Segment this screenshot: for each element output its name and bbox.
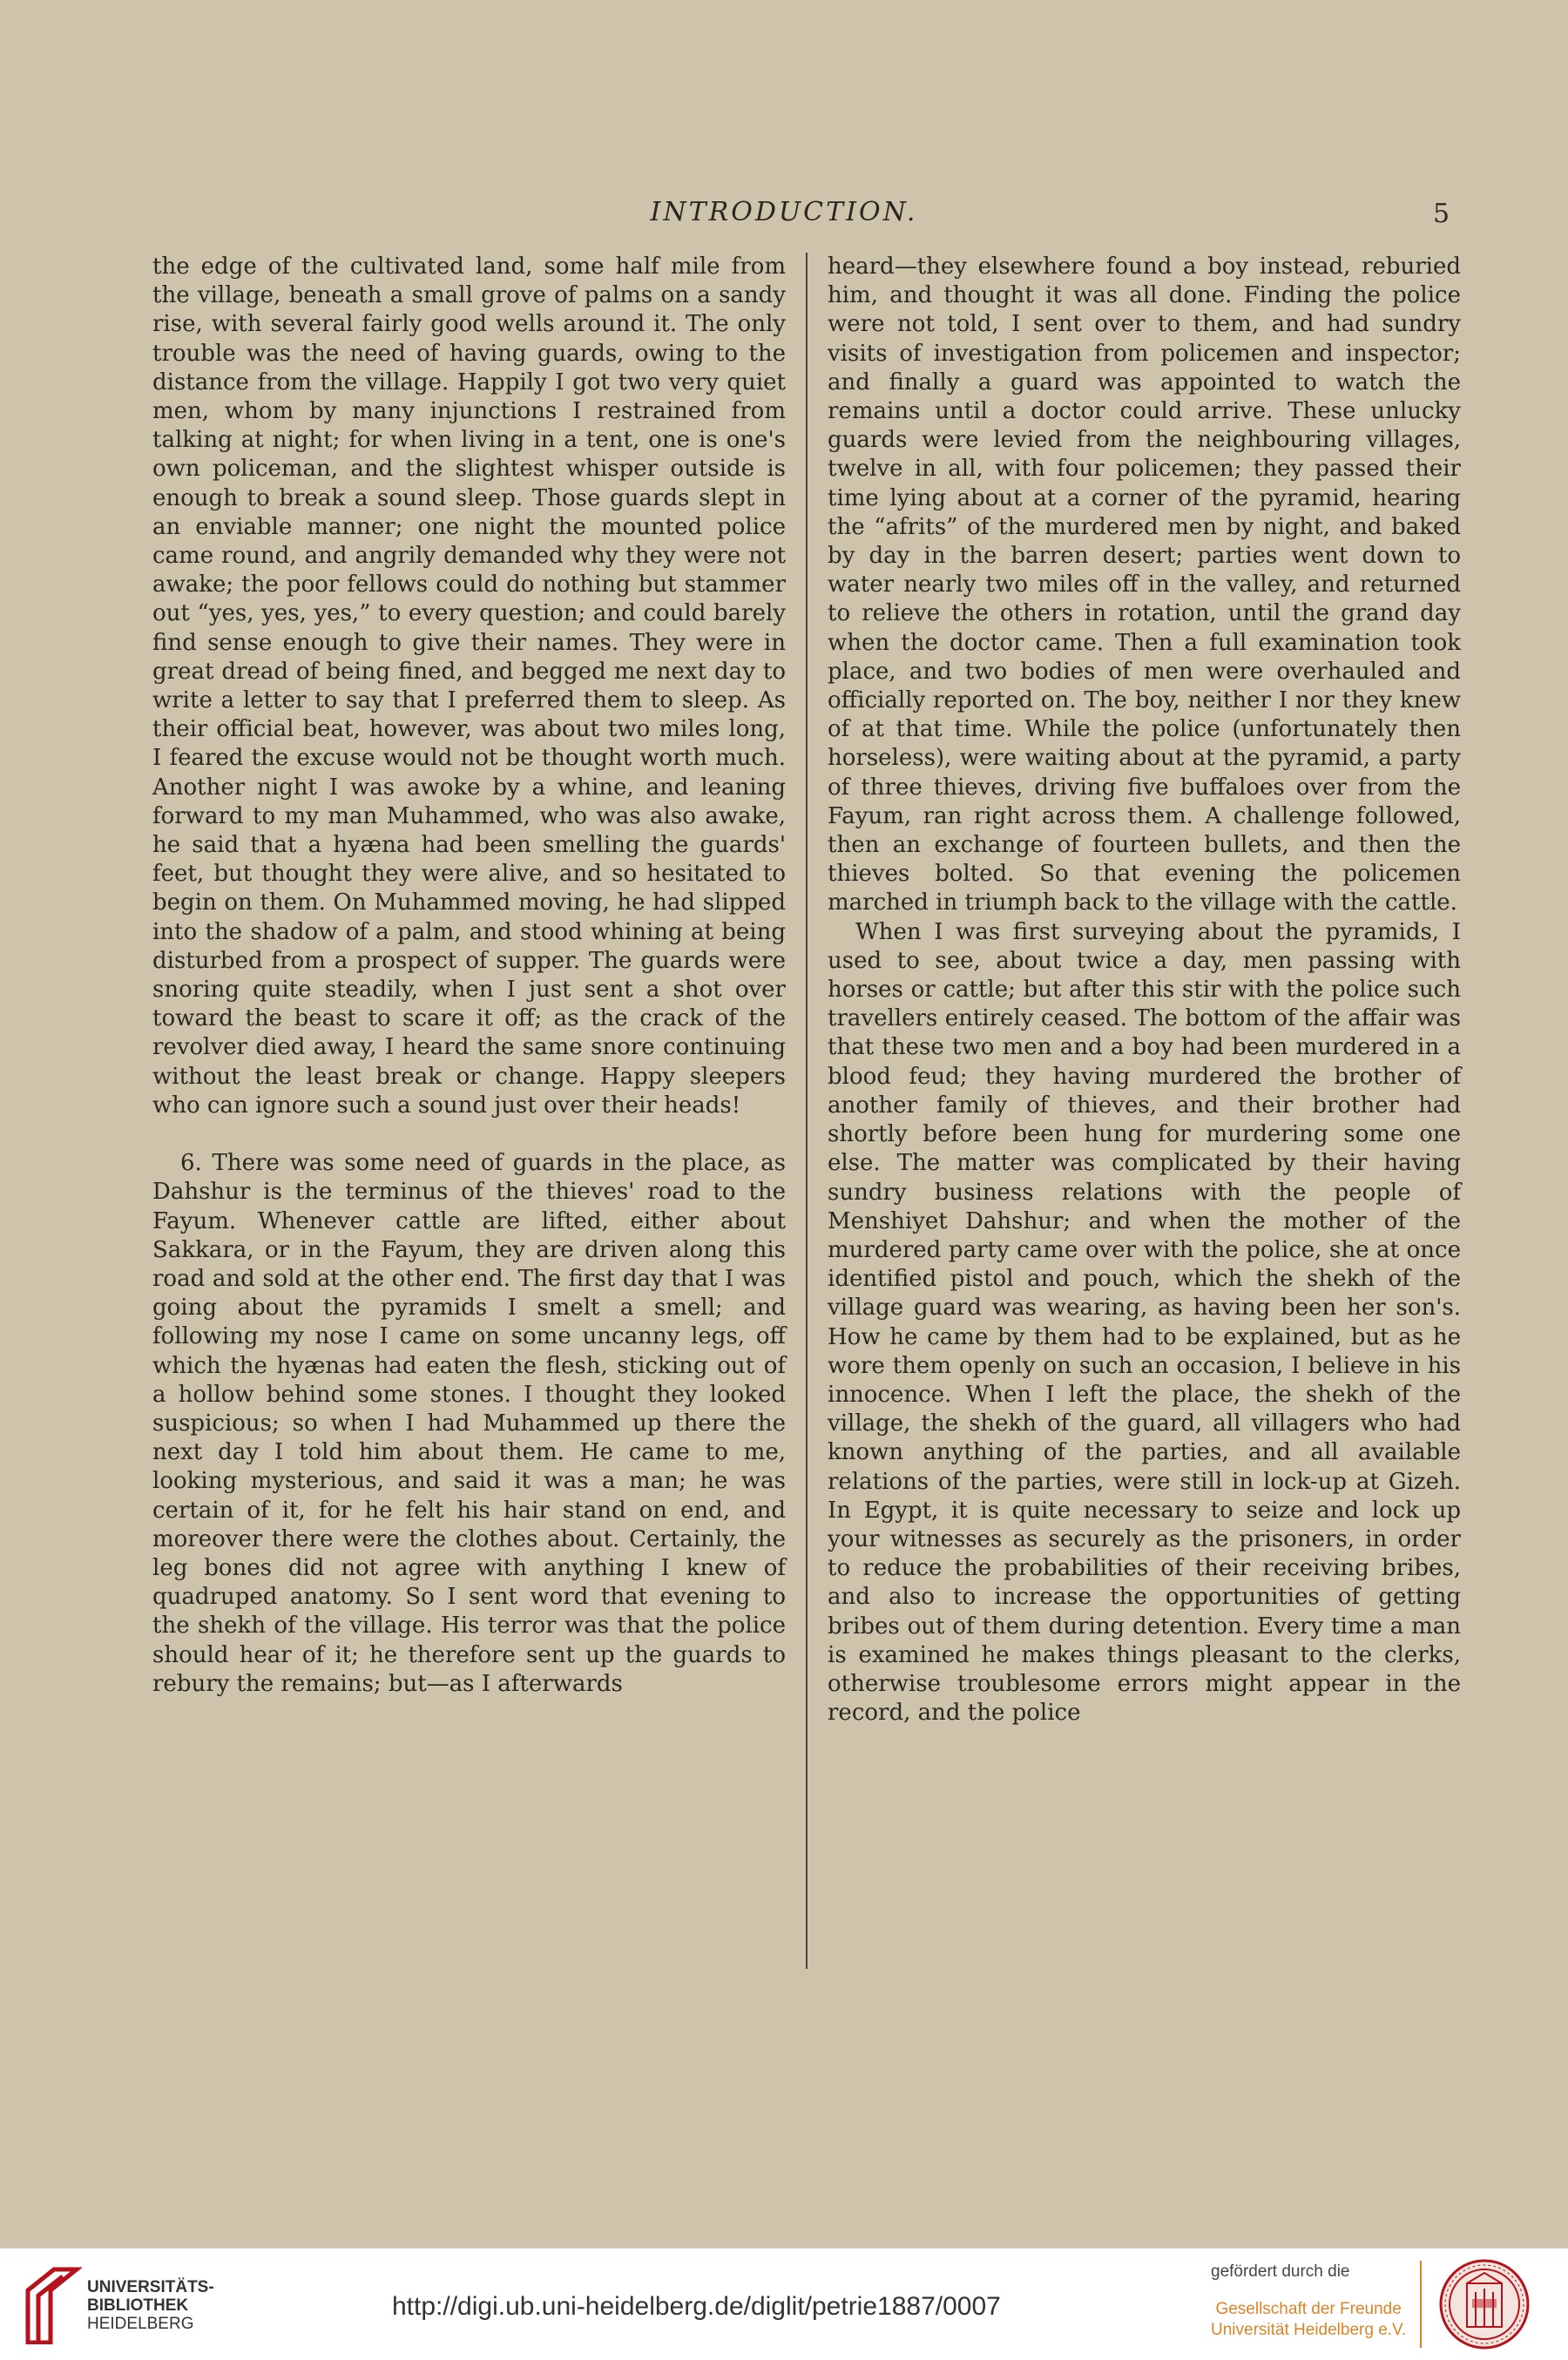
page-number: 5 [1433,199,1450,229]
library-name-line: BIBLIOTHEK [87,2296,189,2315]
sponsor-label: gefördert durch die [1211,2262,1350,2281]
sponsor-name-line: Gesellschaft der Freunde [1215,2300,1402,2318]
right-column [828,253,1461,1728]
library-name-line: HEIDELBERG [87,2315,194,2333]
left-paragraph-2: 6. There was some need of guards in the place, as Dahshur is the terminus of the thieves' road to the Fayum. Whenever cattle are lifted, either about Sakkara, or in the Fayum, they are driven along this road and sold at the other end. The first day that I was going about the pyramids I smelt a smell; and following my nose I came on some uncanny legs, off which the hyænas had eaten the flesh, sticking out of a hollow behind some stones. I thought they looked suspicious; so when I had Muhammed up there the next day I told him about them. He came to me, looking mysterious, and said it was a man; he was certain of it, for he felt his hair stand on end, and moreover there were the clothes about. Certainly, the leg bones did not agree with anything I knew of quadruped anatomy. So I sent word that evening to the shekh of the village. His terror was that the police should hear of it; he therefore sent up the guards to rebury the remains; but—as I afterwards [152,1150,786,1697]
running-header: INTRODUCTION. [650,197,918,227]
sponsor-name[interactable] [1211,2299,1406,2341]
right-paragraph-2: When I was first surveying about the pyramids, I used to see, about twice a day, men passing with horses or cattle; but after this stir with the police such travellers entirely ceased. The bottom of the affair was that these two men and a boy had been murdered in a blood feud; they having murdered the brother of another family of thieves, and their brother had shortly before been hung for murdering some one else. The matter was complicated by their having sundry business relations with the people of Menshiyet Dahshur; and when the mother of the murdered party came over with the police, she at once identified pistol and pouch, which the shekh of the village guard was wearing, as having been her son's. How he came by them had to be explained, but as he wore them openly on such an occasion, I believe in his innocence. When I left the place, the shekh of the village, the shekh of the guard, all villagers who had known anything of the parties, and all available relations of the parties, were still in lock-up at Gizeh. In Egypt, it is quite necessary to seize and lock up your witnesses as securely as the prisoners, in order to reduce the probabilities of their receiving bribes, and also to increase the opportunities of getting bribes out of them during detention. Every time a man is examined he makes things pleasant to the clerks, otherwise troublesome errors might appear in the record, and the police [828,918,1461,1727]
library-logo-icon[interactable] [19,2264,82,2344]
footer-bar [0,2248,1568,2360]
left-paragraph-1: the edge of the cultivated land, some half mile from the village, beneath a small grove of palms on a sandy rise, with several fairly good wells around it. The only trouble was the need of having guards, owing to the distance from the village. Happily I got two very quiet men, whom by many injunctions I restrained from talking at night; for when living in a tent, one is one's own policeman, and the slightest whisper outside is enough to break a sound sleep. Those guards slept in an enviable manner; one night the mounted police came round, and angrily demanded why they were not awake; the poor fellows could do nothing but stammer out “yes, yes, yes,” to every question; and could barely find sense enough to give their names. They were in great dread of being fined, and begged me next day to write a letter to say that I preferred them to sleep. As their official beat, however, was about two miles long, I feared the excuse would not be thought worth much. Another night I was awoke by a whine, and leaning forward to my man Muhammed, who was also awake, he said that a hyæna had been smelling the guards' feet, but thought they were alive, and so hesitated to begin on them. On Muhammed moving, he had slipped into the shadow of a palm, and stood whining at being disturbed from a prospect of supper. The guards were snoring quite steadily, when I just sent a shot over toward the beast to scare it off; as the crack of the revolver died away, I heard the same snore continuing without the least break or change. Happy sleepers who can ignore such a sound just over their heads! [152,254,786,1119]
library-name-line: UNIVERSITÄTS- [87,2278,214,2296]
footer-divider [1420,2261,1422,2348]
permalink-url[interactable]: http://digi.ub.uni-heidelberg.de/diglit/petrie1887/0007 [392,2292,1001,2321]
left-column [152,253,786,1699]
column-divider [806,253,808,1969]
university-seal-icon[interactable] [1437,2257,1531,2351]
right-paragraph-1: heard—they elsewhere found a boy instead, reburied him, and thought it was all done. Finding the police were not told, I sent over to them, and had sundry visits of investigation from policemen and inspector; and finally a guard was appointed to watch the remains until a doctor could arrive. These unlucky guards were levied from the neighbouring villages, twelve in all, with four policemen; they passed their time lying about at a corner of the pyramid, hearing the “afrits” of the murdered men by night, and baked by day in the barren desert; parties went down to water nearly two miles off in the valley, and returned to relieve the others in rotation, until the grand day when the doctor came. Then a full examination took place, and two bodies of men were overhauled and officially reported on. The boy, neither I nor they knew of at that time. While the police (unfortunately then horseless), were waiting about at the pyramid, a party of three thieves, driving five buffaloes over from the Fayum, ran right across them. A challenge followed, then an exchange of fourteen bullets, and then the thieves bolted. So that evening the policemen marched in triumph back to the village with the cattle. [828,254,1461,916]
library-name [87,2278,214,2333]
sponsor-name-line: Universität Heidelberg e.V. [1211,2321,1407,2339]
